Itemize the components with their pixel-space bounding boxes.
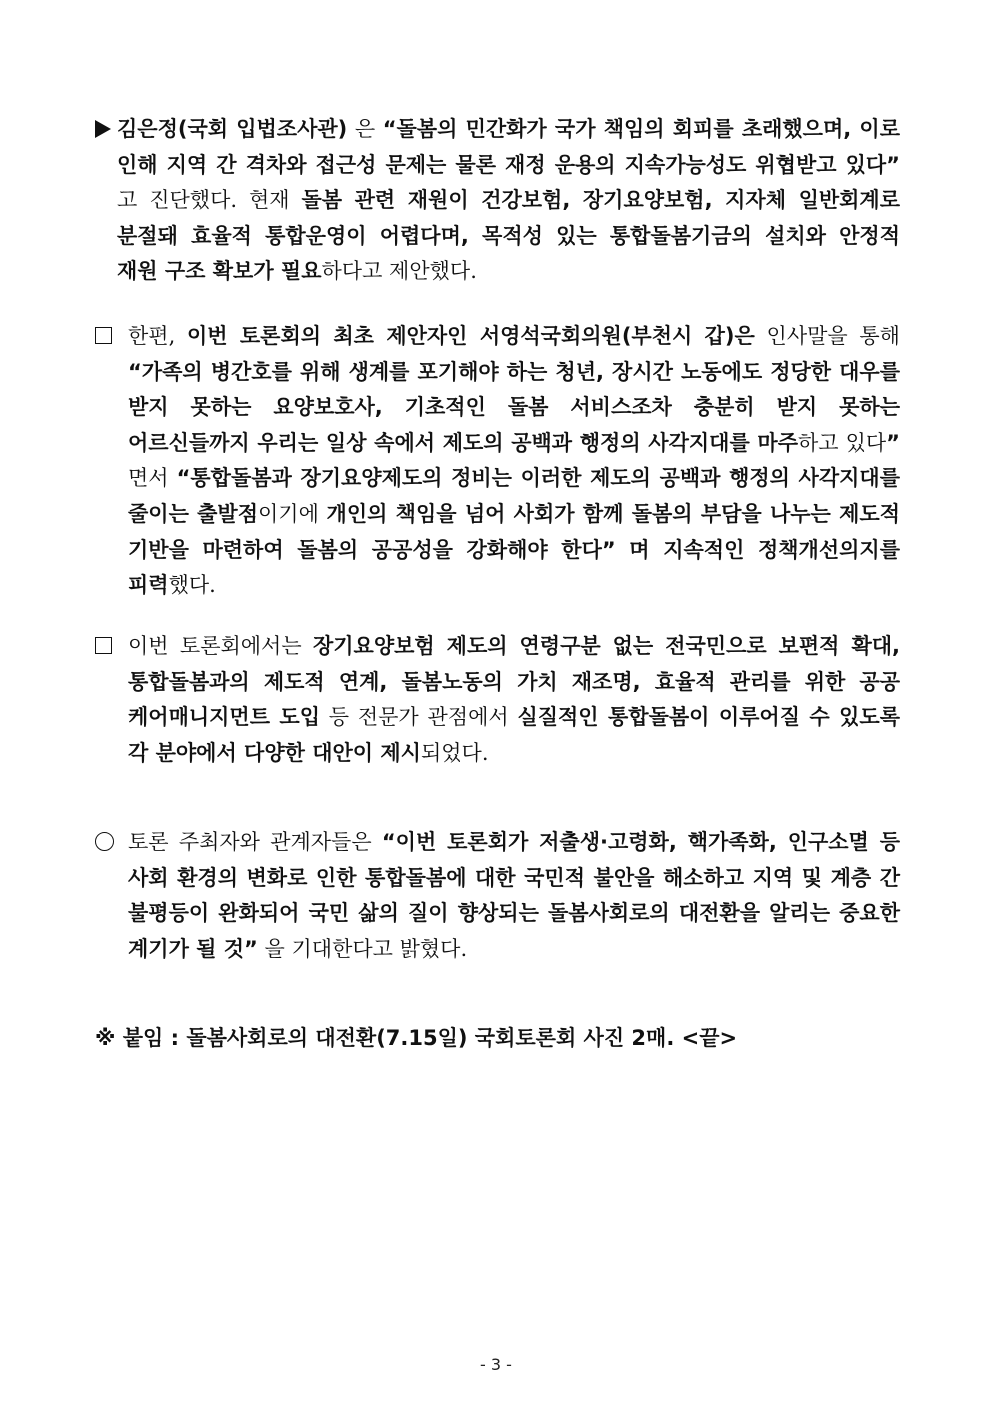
text-run: “돌봄의 민간화가 국가 책임의 회피를 초래했으며, 이로 인해 지역 간 격차와 접근성 문제는 물론 재정 운용의 지속가능성도 위협받고 있다”: [117, 117, 901, 177]
text-run: 개인의 책임을 넘어 사회가 함께 돌봄의 부담을 나누는 제도적 기반을 마련하여 돌봄의 공공성을 강화해야 한다” 며 지속적인 정책개선의지를 피력: [128, 501, 900, 598]
paragraph-text: [95, 629, 900, 771]
text-run: 이번 토론회에서는: [128, 634, 313, 658]
text-run: 고 진단했다. 현재: [117, 188, 302, 213]
text-run: “가족의 병간호를 위해 생계를 포기해야 하는 청년, 장시간 노동에도 정당한 대우를 받지 못하는 요양보호사, 기초적인 돌봄 서비스조차 충분히 받지 못하는 어르신들까지 우리는 일상 속에서 제도의 공백과 행정의 사각지대를 마주: [128, 359, 900, 455]
attachment-note: ※ 붙임 : 돌봄사회로의 대전환(7.15일) 국회토론회 사진 2매. <끝>: [95, 1026, 738, 1050]
text-run: 은: [347, 117, 383, 141]
text-run: “이번 토론회가 저출생·고령화, 핵가족화, 인구소멸 등 사회 환경의 변화로 인한 통합돌봄에 대한 국민적 불안을 해소하고 지역 및 계층 간 불평등이 완화되어 국민 삶의 질이 향상되는 돌봄사회로의 대전환을 알리는 중요한 계기가 될 것”: [128, 830, 901, 961]
text-run: 되었다.: [420, 740, 489, 765]
page-number: - 3 -: [480, 1355, 512, 1374]
text-run: 장기요양보험 제도의 연령구분 없는 전국민으로 보편적 확대, 통합돌봄과의 제도적 연계, 돌봄노동의 가치 재조명, 효율적 관리를 위한 공공 케어매니지먼트 도입: [128, 634, 900, 730]
square-bullet-icon: [95, 319, 112, 355]
text-run: 돌봄 관련 재원이 건강보험, 장기요양보험, 지자체 일반회계로 분절돼 효율적 통합운영이 어렵다며, 목적성 있는 통합돌봄기금의 설치와 안정적 재원 구조 확보가 필요: [117, 188, 900, 284]
text-run: 했다.: [168, 573, 216, 598]
text-run: 김은정(국회 입법조사관): [117, 117, 348, 141]
paragraph-expert-kim: [95, 112, 900, 290]
circle-bullet-icon: [95, 825, 114, 861]
paragraph-text: [95, 825, 900, 967]
text-run: 등 전문가 관점에서: [320, 705, 518, 730]
paragraph-organizers-expectation: [95, 825, 900, 967]
square-bullet-icon: [95, 629, 112, 665]
text-run: 한편,: [128, 324, 187, 348]
text-run: “통합돌봄과 장기요양제도의 정비는 이러한 제도의 공백과 행정의 사각지대를 줄이는 출발점: [128, 466, 900, 526]
text-run: 이기에: [258, 501, 327, 526]
text-run: 면서: [128, 466, 177, 491]
text-run: 하다고 제안했다.: [321, 259, 477, 284]
text-run: 토론 주최자와 관계자들은: [128, 830, 382, 854]
text-run: 실질적인 통합돌봄이 이루어질 수 있도록 각 분야에서 다양한 대안이 제시: [128, 705, 900, 765]
paragraph-proposer-remarks: [95, 319, 900, 604]
text-run: ”: [886, 430, 900, 455]
text-run: 을 기대한다고 밝혔다.: [257, 936, 468, 961]
text-run: 하고 있다: [797, 430, 887, 455]
text-run: 인사말을 통해: [754, 324, 900, 348]
paragraph-text: [95, 319, 900, 604]
text-run: 이번 토론회의 최초 제안자인 서영석국회의원(부천시 갑)은: [186, 324, 755, 348]
arrow-right-icon: [95, 112, 111, 148]
paragraph-forum-proposals: [95, 629, 900, 771]
paragraph-text: [95, 112, 900, 290]
